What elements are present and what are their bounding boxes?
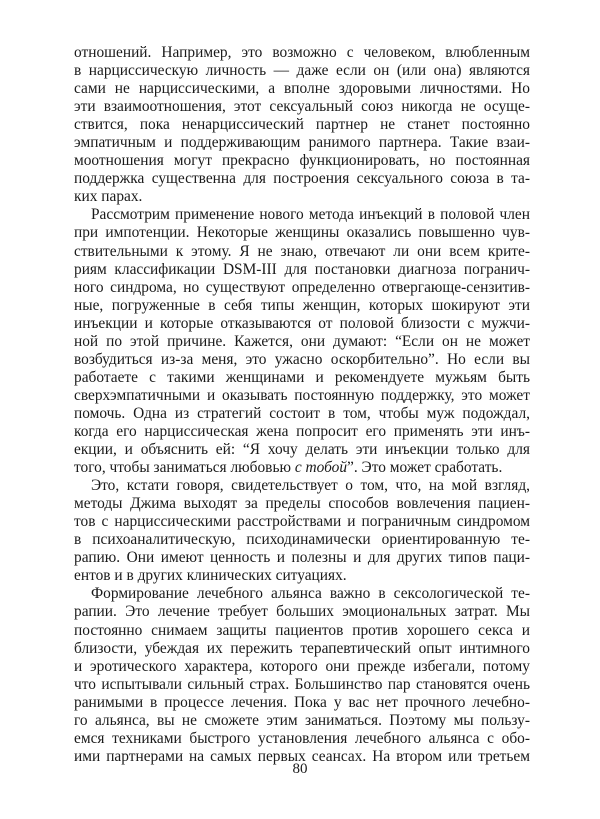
- body-text: [74, 44, 530, 766]
- emphasis-text: с тобой: [294, 459, 348, 477]
- text-line: сверхэмпатичными и оказывать постоянную поддержку, это может: [74, 386, 530, 404]
- text-line: эти взаимоотношения, этот сексуальный союз никогда не осуще-: [74, 98, 530, 116]
- paragraph: [74, 477, 530, 585]
- text-line: [74, 459, 530, 477]
- text-line: эмпатичным и поддерживающим ранимого партнера. Такие взаи-: [74, 134, 530, 152]
- text-line: Формирование лечебного альянса важно в сексологической те-: [91, 585, 530, 603]
- text-line: рапии. Это лечение требует больших эмоциональных затрат. Мы: [74, 603, 530, 621]
- text-line: в психоаналитическую, психодинамически ориентированную те-: [74, 531, 530, 549]
- text-line: рапию. Они имеют ценность и полезны и для других типов паци-: [74, 549, 530, 567]
- text-line: ной по этой причине. Кажется, они думают: “Если он не может: [74, 332, 530, 350]
- text-line: инъекции и которые отказываются от половой близости с мужчи-: [74, 314, 530, 332]
- text-run: ”. Это может сработать.: [347, 459, 503, 477]
- text-line: методы Джима выходят за пределы способов вовлечения пациен-: [74, 495, 530, 513]
- text-line: ентов и в других клинических ситуациях.: [74, 567, 347, 585]
- text-line: Рассмотрим применение нового метода инъекций в половой член: [91, 206, 530, 224]
- text-line: и эротического характера, которого они прежде избегали, потому: [74, 657, 530, 675]
- text-line: екции, и объяснить ей: “Я хочу делать эти инъекции только для: [74, 441, 530, 459]
- text-line: что испытывали сильный страх. Большинство пар становятся очень: [74, 675, 530, 693]
- text-line: Это, кстати говоря, свидетельствует о том, что, на мой взгляд,: [91, 477, 530, 495]
- text-line: при импотенции. Некоторые женщины оказались повышенно чув-: [74, 224, 530, 242]
- text-line: тов с нарциссическими расстройствами и пограничным синдромом: [74, 513, 530, 531]
- text-line: в нарциссическую личность — даже если он (или она) являются: [74, 62, 530, 80]
- text-line: ранимыми в процессе лечения. Пока у вас нет прочного лечебно-: [74, 693, 530, 711]
- text-line: отношений. Например, это возможно с человеком, влюбленным: [74, 44, 530, 61]
- text-line: емся техниками быстрого установления лечебного альянса с обо-: [74, 729, 530, 747]
- text-line: ствительными к этому. Я не знаю, отвечают ли они всем крите-: [74, 242, 530, 260]
- text-line: сами не нарциссическими, а вполне здоровыми личностями. Но: [74, 80, 530, 98]
- text-line: близости, убеждая их пережить терапевтический опыт интимного: [74, 639, 530, 657]
- text-line: ные, погруженные в себя типы женщин, которых шокируют эти: [74, 296, 530, 314]
- text-line: постоянно снимаем защиты пациентов против хорошего секса и: [74, 621, 530, 639]
- page-number: 80: [292, 761, 308, 777]
- text-line: возбудиться из-за меня, это ужасно оскорбительно”. Но если вы: [74, 350, 530, 368]
- paragraph: [74, 44, 530, 206]
- text-line: моотношения могут прекрасно функционировать, но постоянная: [74, 152, 530, 170]
- text-run: того, чтобы заниматься любовью: [74, 459, 295, 477]
- text-line: когда его нарциссическая жена попросит его применять эти инъ-: [74, 422, 530, 440]
- text-line: помочь. Одна из стратегий состоит в том, чтобы муж подождал,: [74, 404, 530, 422]
- text-line: ствится, пока ненарциссический партнер не станет постоянно: [74, 116, 530, 134]
- text-line: риям классификации DSM-III для постановки диагноза погранич-: [74, 260, 530, 278]
- text-line: ного синдрома, но существуют определенно отвергающе-сензитив-: [74, 278, 530, 296]
- text-line: поддержка существенна для построения сексуального союза в та-: [74, 170, 530, 188]
- text-line: го альянса, вы не сможете этим заниматься. Поэтому мы пользу-: [74, 711, 530, 729]
- paragraph: [74, 585, 530, 765]
- text-line: ими партнерами на самых первых сеансах. На втором или третьем: [74, 747, 530, 765]
- paragraph: [74, 206, 530, 477]
- text-line: ких парах.: [74, 188, 143, 206]
- text-line: работаете с такими женщинами и рекомендуете мужьям быть: [74, 368, 530, 386]
